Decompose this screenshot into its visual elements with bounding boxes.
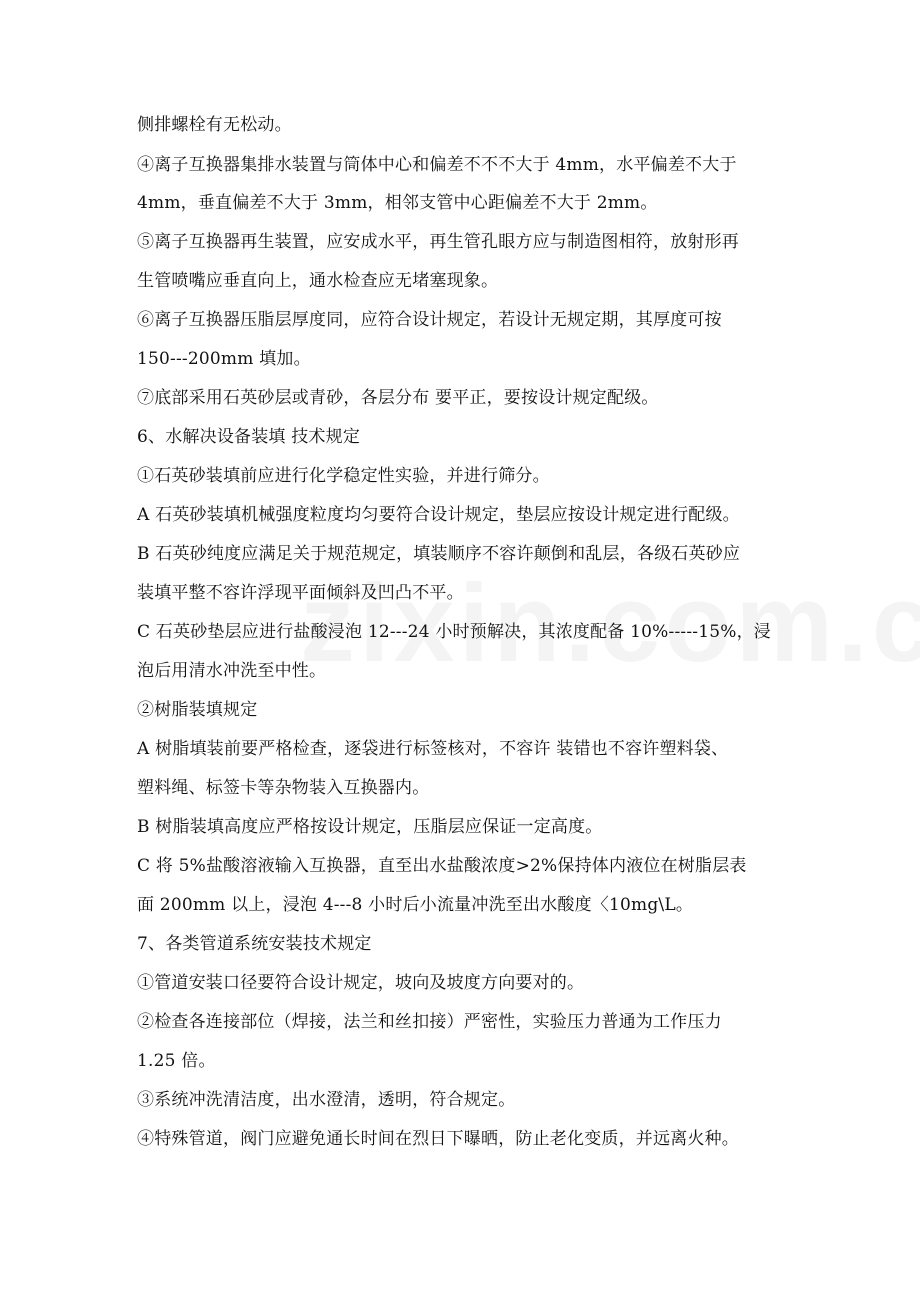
text-line: 生管喷嘴应垂直向上，通水检查应无堵塞现象。 xyxy=(137,271,499,291)
text-line: ④离子互换器集排水装置与筒体中心和偏差不不不大于 4mm，水平偏差不大于 xyxy=(137,155,737,175)
text-line: C 石英砂垫层应进行盐酸浸泡 12---24 小时预解决，其浓度配备 10%-----15%，浸 xyxy=(137,622,772,642)
text-line: 装填平整不容许浮现平面倾斜及凹凸不平。 xyxy=(137,583,464,603)
text-line: C 将 5%盐酸溶液输入互换器，直至出水盐酸浓度>2%保持体内液位在树脂层表 xyxy=(137,856,747,876)
text-line: ①管道安装口径要符合设计规定，坡向及坡度方向要对的。 xyxy=(137,973,585,993)
text-line: ⑦底部采用石英砂层或青砂，各层分布 要平正，要按设计规定配级。 xyxy=(137,388,659,408)
text-line: A 树脂填装前要严格检查，逐袋进行标签核对，不容许 装错也不容许塑料袋、 xyxy=(137,739,729,759)
text-line: 面 200mm 以上，浸泡 4---8 小时后小流量冲洗至出水酸度〈10mg\L。 xyxy=(137,895,694,915)
text-line: B 石英砂纯度应满足关于规范规定，填装顺序不容许颠倒和乱层，各级石英砂应 xyxy=(137,544,741,564)
text-line: ⑤离子互换器再生装置，应安成水平，再生管孔眼方应与制造图相符，放射形再 xyxy=(137,232,739,252)
text-line: ①石英砂装填前应进行化学稳定性实验，并进行筛分。 xyxy=(137,466,550,486)
text-line: ⑥离子互换器压脂层厚度同，应符合设计规定，若设计无规定期，其厚度可按 xyxy=(137,310,722,330)
text-line: 侧排螺栓有无松动。 xyxy=(137,115,292,135)
text-line: 泡后用清水冲洗至中性。 xyxy=(137,661,327,681)
text-line: 塑料绳、标签卡等杂物装入互换器内。 xyxy=(137,778,430,798)
text-line: 1.25 倍。 xyxy=(137,1051,216,1071)
text-line: 150---200mm 填加。 xyxy=(137,349,311,369)
text-line: B 树脂装填高度应严格按设计规定，压脂层应保证一定高度。 xyxy=(137,817,603,837)
section-heading: 6、水解决设备装填 技术规定 xyxy=(137,427,361,447)
text-line: ③系统冲洗清洁度，出水澄清，透明，符合规定。 xyxy=(137,1090,516,1110)
text-line: ②检查各连接部位（焊接，法兰和丝扣接）严密性，实验压力普通为工作压力 xyxy=(137,1012,722,1032)
text-line: A 石英砂装填机械强度粒度均匀要符合设计规定，垫层应按设计规定进行配级。 xyxy=(137,505,740,525)
text-line: 4mm，垂直偏差不大于 3mm，相邻支管中心距偏差不大于 2mm。 xyxy=(137,193,658,213)
section-heading: 7、各类管道系统安装技术规定 xyxy=(137,934,372,954)
text-line: ④特殊管道，阀门应避免通长时间在烈日下曝晒，防止老化变质，并远离火种。 xyxy=(137,1129,739,1149)
text-line: ②树脂装填规定 xyxy=(137,700,258,720)
